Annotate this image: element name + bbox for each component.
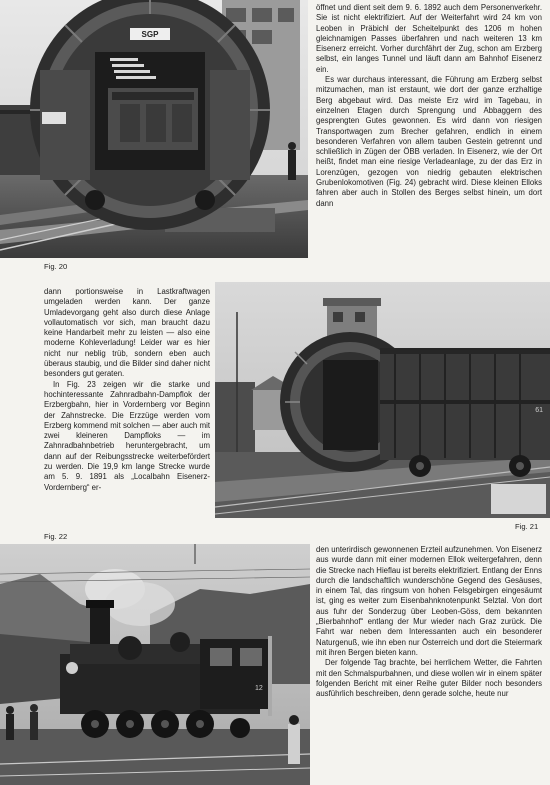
figure-21-photo	[215, 282, 550, 518]
figure-21-caption: Fig. 21	[515, 522, 539, 531]
figure-22-photo	[0, 544, 310, 785]
figure-20-caption: Fig. 20	[44, 262, 68, 271]
paragraph: Es war durchaus interessant, die Führung am Erzberg selbst mitzumachen, man ist erstaunt, wie dort der ganze erzhaltige Berg abgebaut wird. Das meiste Erz wird im Tagebau, in einzelnen Etagen durch Sprengung und Abbaggern des gesprengten Gutes gewonnen. Es wird dann von riesigen Transportwagen zum Brecher gefahren, endlich in einem besonderen Verfahren von allem tauben Gestein getrennt und schließlich in Zügen der ÖBB verladen. In Eisenerz, wie der Ort heißt, findet man eine riesige Verladeanlage, zu der das Erz in Lorenzügen, gezogen von niedrig gebauten elektrischen Grubenlokomotiven (Fig. 24) gebracht wird. Diese kleinen Elloks fahren aber auch in Stollen des Berges selbst hinein, um dort dann	[316, 75, 542, 208]
paragraph: dann portionsweise in Lastkraftwagen umgeladen werden kann. Der ganze Umladevorgang geht also durch diese Anlage vollautomatisch vor sich, man braucht dazu keine Handarbeit mehr zu leisten — also eine moderne Kohleverladung! Leider war es hier nicht nur neblig trüb, sondern eben auch überaus staubig, und die Bilder sind daher nicht besonders gut geraten.	[44, 287, 210, 379]
figure-22-caption: Fig. 22	[44, 532, 68, 541]
text-block-middle-left	[44, 287, 210, 493]
paragraph: öffnet und dient seit dem 9. 6. 1892 auch dem Personenverkehr. Sie ist nicht elektrifiziert. Auf der Weiterfahrt wird 24 km von Leoben in Präbichl der Scheitelpunkt des 1206 m hohen gleichnamigen Passes überfahren und nach weiteren 13 km Eisenerz erreicht. Vorher durchfährt der Zug, schon am Erzberg selbst, ein langes Tunnel und läuft dann am Bahnhof Eisenerz ein.	[316, 3, 542, 74]
fig21-wagon-number: 61	[535, 407, 543, 414]
text-block-top-right	[316, 3, 542, 209]
paragraph: den unterirdisch gewonnenen Erzteil aufzunehmen. Von Eisenerz aus wurde dann mit einer modernen Ellok weitergefahren, denn die Strecke nach Hieflau ist bereits elektrifiziert. Entlang der Enns durch die landschaftlich wunderschöne Gegend des Gesäuses, in einem Tal, das ringsum von hohen Felsgebirgen eingesäumt ist, ging es weiter zum Eisenbahnknotenpunkt Selztal. Von dort aus fuhr der Sonderzug über Leoben-Göss, dem bekannten „Bierbahnhof“ entlang der Mur wieder nach Graz zurück. Die Fahrt war neben dem Interessanten auch ein besonderer Naturgenuß, wie ihn eben nur Österreich und dort die Steiermark mit ihren Bergen bieten kann.	[316, 545, 542, 657]
fig20-sign-text: SGP	[141, 30, 159, 39]
figure-20-photo	[0, 0, 308, 258]
paragraph: Der folgende Tag brachte, bei herrlichem Wetter, die Fahrten mit den Schmalspurbahnen, und diese wollen wir in einem später folgenden Bericht mit einer Reihe guter Bilder noch besonders ausführlich beschreiben, denn gerade solche, heute nur	[316, 658, 542, 699]
text-block-bottom-right	[316, 545, 542, 699]
paragraph: In Fig. 23 zeigen wir die starke und hochinteressante Zahnradbahn-Dampflok der Erzbergbahn, hier in Vordernberg vor Beginn der Zahnstrecke. Die Erzzüge werden vom Erzberg kommend mit solchen — aber auch mit zwei kleineren Dampfloks — im Zahnradbahnbetrieb heruntergebracht, um dann auf der Reibungsstrecke weiterbefördert zu werden. Die 19,9 km lange Strecke wurde am 5. 9. 1891 als „Localbahn Eisenerz-Vordernberg“ er-	[44, 379, 210, 492]
fig22-loco-number: 12	[255, 685, 263, 692]
